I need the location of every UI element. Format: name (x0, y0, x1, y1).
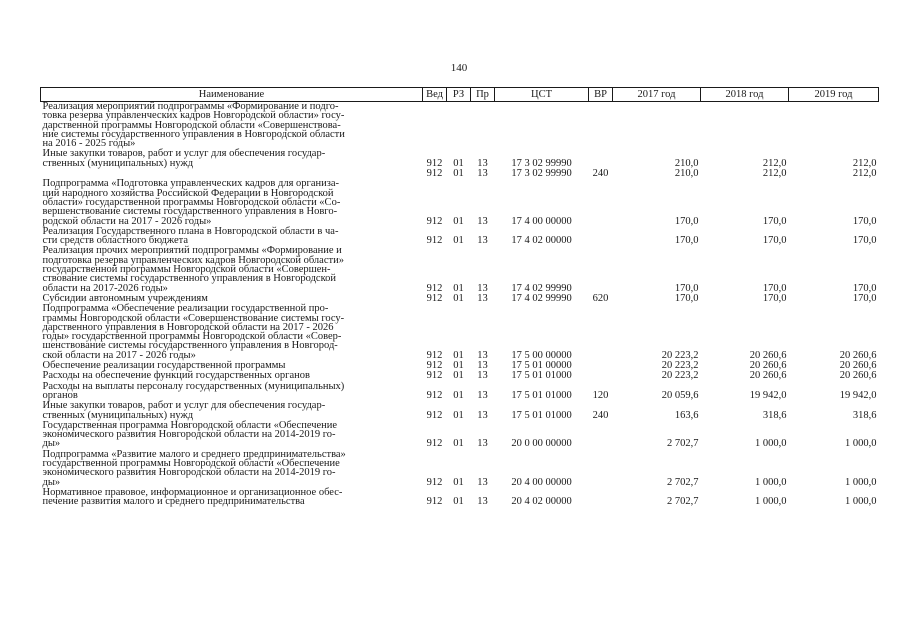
cell-name (41, 382, 423, 402)
header-pr: Пр (471, 88, 495, 102)
cell-rz: 01 (453, 349, 464, 361)
table-row (41, 304, 879, 361)
row-name-line: области» государственной программы Новгородской области «Со- (42, 196, 341, 208)
row-name-line: на 2016 - 2025 годы» (42, 138, 136, 150)
cell-cst: 17 5 00 00000 (511, 349, 572, 361)
cell-name (41, 450, 423, 488)
cell-pr: 13 (477, 438, 488, 450)
cell-cst: 17 5 01 00000 (511, 360, 572, 372)
cell-vr (589, 246, 613, 293)
table-row (41, 102, 879, 150)
cell-rz: 01 (453, 282, 464, 294)
cell-2018: 20 260,6 (749, 360, 787, 372)
row-name-line: Иные закупки товаров, работ и услуг для обеспечения государ- (42, 400, 326, 412)
row-name-line: области на 2017-2026 годы» (42, 282, 168, 294)
cell-vr: 240 (592, 409, 609, 421)
cell-ved: 912 (426, 168, 443, 180)
cell-2018: 170,0 (762, 292, 787, 304)
cell-2019: 318,6 (852, 409, 877, 421)
cell-2018: 212,0 (762, 157, 787, 169)
row-name-line: вершенствование системы государственного управления в Новго- (42, 206, 338, 218)
cell-name (41, 421, 423, 450)
cell-name (41, 102, 423, 150)
cell-vr (589, 179, 613, 226)
cell-ved: 912 (426, 476, 443, 488)
cell-pr: 13 (477, 360, 488, 372)
row-name-line: дарственного управления в Новгородской области на 2017 - 2026 (42, 321, 334, 333)
cell-2017: 170,0 (674, 215, 699, 227)
cell-vr (589, 361, 613, 371)
header-2018: 2018 год (701, 88, 789, 102)
table-header (41, 88, 879, 102)
row-name-line: ций народного хозяйства Российской Федерации в Новгородской (42, 187, 334, 199)
cell-2017: 2 702,7 (667, 438, 699, 450)
table-row (41, 227, 879, 247)
cell-2017: 170,0 (674, 235, 699, 247)
row-name-line: Государственная программа Новгородской области «Обеспечение (42, 419, 338, 431)
row-name-line: ние системы государственного управления в Новгородской области (42, 128, 345, 140)
row-name-line: экономического развития Новгородской области на 2014-2019 го- (42, 429, 336, 441)
cell-rz: 01 (453, 360, 464, 372)
row-name-line: ской области на 2017 - 2026 годы» (42, 349, 196, 361)
cell-cst: 20 0 00 00000 (511, 438, 572, 450)
row-name-line: ственных (муниципальных) нужд (42, 409, 194, 421)
row-name-line: Расходы на обеспечение функций государственных органов (42, 370, 310, 382)
cell-ved (423, 102, 447, 150)
row-name-line: экономического развития Новгородской области на 2014-2019 го- (42, 467, 336, 479)
cell-ved: 912 (426, 496, 443, 508)
cell-2019: 170,0 (852, 215, 877, 227)
cell-vr: 240 (592, 168, 609, 180)
cell-vr (589, 304, 613, 361)
row-name-line: товка резерва управленческих кадров Новгородской области» госу- (42, 110, 345, 122)
row-name-line: граммы Новгородской области «Совершенствование системы госу- (42, 312, 345, 324)
cell-2018: 170,0 (762, 282, 787, 294)
table-row (41, 382, 879, 402)
cell-pr: 13 (477, 215, 488, 227)
cell-pr: 13 (477, 292, 488, 304)
cell-pr: 13 (477, 476, 488, 488)
cell-name (41, 179, 423, 226)
row-name-line: Обеспечение реализации государственной программы (42, 360, 286, 372)
cell-2018: 1 000,0 (755, 476, 787, 488)
cell-rz: 01 (453, 476, 464, 488)
cell-pr: 13 (477, 496, 488, 508)
cell-name (41, 304, 423, 361)
row-name-line: Реализация Государственного плана в Новгородской области в ча- (42, 225, 339, 237)
cell-2017: 2 702,7 (667, 476, 699, 488)
cell-pr: 13 (477, 235, 488, 247)
header-name: Наименование (41, 88, 423, 102)
cell-vr (589, 488, 613, 508)
cell-2018: 19 942,0 (749, 389, 787, 401)
table-row (41, 179, 879, 226)
table-row (41, 421, 879, 450)
cell-2017: 170,0 (674, 292, 699, 304)
cell-ved: 912 (426, 215, 443, 227)
cell-ved: 912 (426, 438, 443, 450)
table-row (41, 149, 879, 169)
row-name-line: сти средств областного бюджета (42, 235, 189, 247)
cell-2018: 212,0 (762, 168, 787, 180)
cell-2017: 20 059,6 (661, 389, 699, 401)
row-name-line: Нормативное правовое, информационное и организационное обес- (42, 486, 343, 498)
row-name-line: родской области на 2017 - 2026 годы» (42, 215, 212, 227)
cell-vr: 120 (592, 389, 609, 401)
cell-cst: 17 4 02 00000 (511, 235, 572, 247)
row-name-line: Подпрограмма «Обеспечение реализации государственной про- (42, 303, 329, 315)
cell-cst: 17 4 02 99990 (511, 292, 572, 304)
cell-2018: 318,6 (762, 409, 787, 421)
cell-vr (589, 450, 613, 488)
cell-2019: 212,0 (852, 157, 877, 169)
cell-rz: 01 (453, 409, 464, 421)
cell-2018: 170,0 (762, 235, 787, 247)
table-row (41, 488, 879, 508)
cell-vr (589, 371, 613, 381)
cell-cst: 17 3 02 99990 (511, 157, 572, 169)
cell-name (41, 227, 423, 247)
cell-cst: 20 4 02 00000 (511, 496, 572, 508)
cell-cst: 17 5 01 01000 (511, 409, 572, 421)
cell-pr: 13 (477, 370, 488, 382)
cell-2018: 1 000,0 (755, 496, 787, 508)
cell-rz: 01 (453, 438, 464, 450)
row-name-line: Реализация прочих мероприятий подпрограммы «Формирование и (42, 245, 342, 257)
row-name-line: Расходы на выплаты персоналу государственных (муниципальных) (42, 380, 345, 392)
cell-pr: 13 (477, 282, 488, 294)
cell-vr: 620 (592, 292, 609, 304)
cell-2017: 210,0 (674, 168, 699, 180)
cell-rz: 01 (453, 370, 464, 382)
cell-2018: 1 000,0 (755, 438, 787, 450)
row-name-line: органов (42, 389, 78, 401)
cell-2019 (789, 102, 879, 150)
cell-2019: 20 260,6 (839, 370, 877, 382)
cell-ved: 912 (426, 370, 443, 382)
budget-table (40, 87, 879, 507)
cell-pr: 13 (477, 157, 488, 169)
cell-rz: 01 (453, 157, 464, 169)
header-rz: РЗ (447, 88, 471, 102)
row-name-line: Субсидии автономным учреждениям (42, 292, 208, 304)
cell-2019: 170,0 (852, 235, 877, 247)
cell-rz: 01 (453, 496, 464, 508)
row-name-line: Иные закупки товаров, работ и услуг для обеспечения государ- (42, 148, 326, 160)
cell-name (41, 246, 423, 293)
cell-ved: 912 (426, 389, 443, 401)
row-name-line: государственной программы Новгородской области «Обеспечение (42, 457, 340, 469)
cell-vr (589, 227, 613, 247)
cell-rz: 01 (453, 389, 464, 401)
row-name-line: государственной программы Новгородской области «Совершен- (42, 264, 331, 276)
cell-2019: 20 260,6 (839, 349, 877, 361)
cell-ved: 912 (426, 409, 443, 421)
cell-ved: 912 (426, 360, 443, 372)
cell-cst: 20 4 00 00000 (511, 476, 572, 488)
row-name-line: Подпрограмма «Развитие малого и среднего предпринимательства» (42, 448, 346, 460)
row-name-line: ды» (42, 438, 61, 450)
header-vr: ВР (589, 88, 613, 102)
cell-name (41, 149, 423, 169)
cell-2017: 163,6 (674, 409, 699, 421)
header-row (41, 88, 879, 102)
cell-vr (589, 102, 613, 150)
cell-2017: 210,0 (674, 157, 699, 169)
row-name-line: Подпрограмма «Подготовка управленческих кадров для организа- (42, 178, 340, 190)
header-2017: 2017 год (613, 88, 701, 102)
cell-rz: 01 (453, 292, 464, 304)
row-name-line: подготовка резерва управленческих кадров Новгородской области» (42, 254, 344, 266)
cell-2019: 20 260,6 (839, 360, 877, 372)
table-body (41, 102, 879, 508)
table-row (41, 246, 879, 293)
cell-2019: 170,0 (852, 282, 877, 294)
cell-ved: 912 (426, 292, 443, 304)
cell-2017: 170,0 (674, 282, 699, 294)
cell-2019: 170,0 (852, 292, 877, 304)
row-name-line: шенствование системы государственного управления в Новгород- (42, 340, 338, 352)
table-row (41, 450, 879, 488)
cell-2017: 20 223,2 (661, 349, 699, 361)
cell-vr (589, 421, 613, 450)
cell-name (41, 401, 423, 421)
row-name-line: печение развития малого и среднего предпринимательства (42, 496, 305, 508)
cell-2018: 20 260,6 (749, 349, 787, 361)
row-name-line: ственных (муниципальных) нужд (42, 157, 194, 169)
cell-cst: 17 5 01 01000 (511, 370, 572, 382)
cell-pr: 13 (477, 168, 488, 180)
cell-2019: 1 000,0 (845, 496, 877, 508)
cell-ved: 912 (426, 235, 443, 247)
row-name-line: ды» (42, 476, 61, 488)
cell-2019: 1 000,0 (845, 438, 877, 450)
cell-vr (589, 149, 613, 169)
cell-2019: 19 942,0 (839, 389, 877, 401)
cell-ved: 912 (426, 349, 443, 361)
cell-pr: 13 (477, 349, 488, 361)
row-name-line: Реализация мероприятий подпрограммы «Формирование и подго- (42, 101, 339, 112)
cell-rz: 01 (453, 168, 464, 180)
cell-2018: 170,0 (762, 215, 787, 227)
header-ved: Вед (423, 88, 447, 102)
cell-2017: 20 223,2 (661, 370, 699, 382)
cell-2017: 2 702,7 (667, 496, 699, 508)
cell-ved: 912 (426, 282, 443, 294)
header-2019: 2019 год (789, 88, 879, 102)
cell-rz: 01 (453, 235, 464, 247)
cell-2017 (613, 102, 701, 150)
cell-2019: 212,0 (852, 168, 877, 180)
cell-pr: 13 (477, 389, 488, 401)
cell-pr (471, 102, 495, 150)
cell-ved: 912 (426, 157, 443, 169)
table-row (41, 401, 879, 421)
cell-2019: 1 000,0 (845, 476, 877, 488)
cell-rz (447, 102, 471, 150)
row-name-line: дарственной программы Новгородской области «Совершенствова- (42, 119, 341, 131)
cell-2017: 20 223,2 (661, 360, 699, 372)
cell-cst: 17 4 02 99990 (511, 282, 572, 294)
row-name-line: годы» государственной программы Новгородской области «Совер- (42, 331, 342, 343)
cell-cst (495, 102, 589, 150)
header-cst: ЦСТ (495, 88, 589, 102)
cell-2018 (701, 102, 789, 150)
cell-cst: 17 3 02 99990 (511, 168, 572, 180)
cell-cst: 17 5 01 01000 (511, 389, 572, 401)
cell-rz: 01 (453, 215, 464, 227)
row-name-line: ствование системы государственного управления в Новгородской (42, 273, 337, 285)
cell-pr: 13 (477, 409, 488, 421)
cell-2018: 20 260,6 (749, 370, 787, 382)
cell-cst: 17 4 00 00000 (511, 215, 572, 227)
page-number: 140 (450, 62, 468, 74)
cell-name (41, 488, 423, 508)
